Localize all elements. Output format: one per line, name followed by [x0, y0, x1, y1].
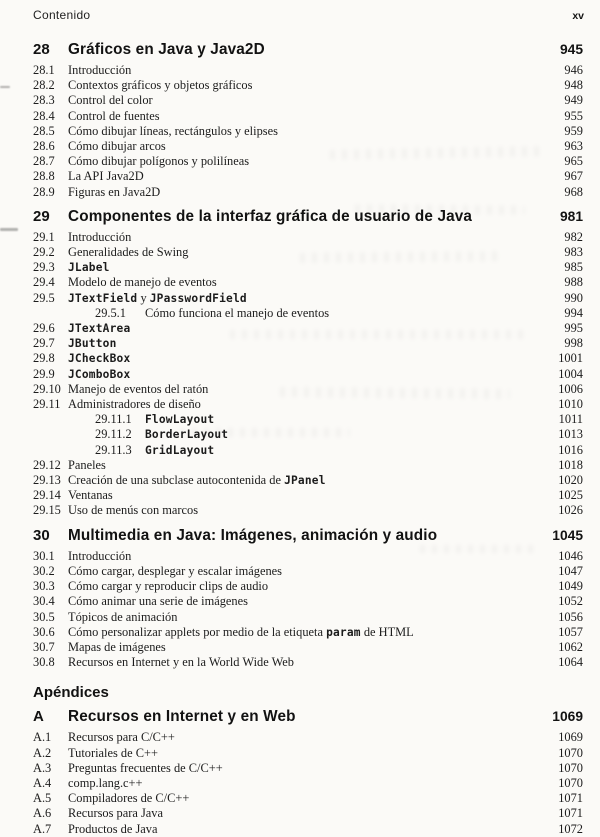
page-ref: 1004: [558, 366, 583, 381]
section-title-text: Ventanas: [68, 488, 113, 503]
section-title-text: Paneles: [68, 457, 106, 472]
section-title: [68, 336, 564, 351]
section-title: [145, 427, 558, 442]
section-title: [68, 260, 564, 275]
toc-entry-row: [0, 776, 600, 791]
page-ref: 946: [564, 63, 583, 77]
section-title-text: Cómo cargar y reproducir clips de audio: [68, 579, 269, 594]
toc-entry-row: [0, 275, 600, 290]
section-title: [68, 655, 558, 670]
toc-entry-row: [0, 473, 600, 488]
page-ref: 1056: [558, 609, 583, 624]
section-number: 29.15: [33, 503, 61, 518]
section-title-text: Preguntas frecuentes de C/C++: [68, 760, 223, 775]
chapter-number: 28: [33, 41, 50, 58]
section-number: 29.11.3: [95, 442, 132, 457]
toc-entry-row: [0, 427, 600, 442]
toc-entry-row: [0, 109, 600, 124]
section-title: [68, 63, 564, 78]
section-title-text: La API Java2D: [68, 169, 144, 184]
section-title: [68, 549, 558, 564]
section-title: [68, 139, 564, 154]
section-title: [68, 640, 558, 655]
page-ref: 955: [564, 108, 583, 123]
section-title-text: Recursos en Internet y en la World Wide Web: [68, 655, 294, 670]
section-title-text: Uso de menús con marcos: [68, 503, 199, 518]
section-title-text: Productos de Java: [68, 821, 158, 836]
chapter-page-ref: 945: [559, 42, 583, 57]
running-header-title: Contenido: [33, 8, 91, 22]
section-title-text: Compiladores de C/C++: [68, 791, 190, 806]
page-ref: 988: [564, 275, 583, 290]
code-token: BorderLayout: [145, 428, 229, 442]
page-ref: 1070: [558, 760, 583, 775]
section-number: 30.7: [33, 639, 55, 654]
section-title: [145, 443, 558, 458]
toc-entry-row: [0, 124, 600, 139]
page-ref: 1070: [558, 775, 583, 790]
section-title: [68, 275, 564, 290]
section-number: 28.7: [33, 154, 55, 169]
page-ref: 1001: [558, 351, 583, 366]
toc-entry-row: [0, 579, 600, 594]
section-title-text: Cómo animar una serie de imágenes: [68, 594, 248, 609]
page-ref: 1072: [558, 821, 583, 836]
page-ref: 968: [564, 184, 583, 199]
toc-entry-row: [0, 291, 600, 306]
section-number: 29.9: [33, 366, 55, 381]
page-ref: 1011: [558, 412, 583, 427]
page-ref: 1070: [558, 745, 583, 760]
section-title-text: Cómo dibujar arcos: [68, 139, 166, 154]
page-ref: 1018: [558, 457, 583, 472]
section-title: [68, 245, 564, 260]
page-ref: 1013: [558, 427, 583, 442]
section-title: [68, 351, 558, 366]
section-title-text: y: [137, 290, 150, 305]
toc-entry-row: [0, 351, 600, 366]
section-title-text: Administradores de diseño: [68, 397, 201, 412]
section-number: 28.6: [33, 139, 55, 154]
section-title-text: Creación de una subclase autocontenida de: [68, 473, 285, 488]
chapter-title: Multimedia en Java: Imágenes, animación y audio: [68, 526, 438, 544]
page-ref: 949: [564, 93, 583, 108]
section-number: A.4: [33, 775, 52, 790]
section-number: A.7: [33, 821, 52, 836]
page-ref: 1020: [558, 473, 583, 488]
section-title: [68, 291, 564, 306]
page-ref: 1010: [558, 397, 583, 412]
toc-entry-row: [0, 640, 600, 655]
section-title-text: Manejo de eventos del ratón: [68, 381, 209, 396]
toc-entry-row: [0, 488, 600, 503]
section-number: 30.2: [33, 563, 55, 578]
section-title-text: Recursos para Java: [68, 806, 163, 821]
toc-entry-row: [0, 564, 600, 579]
toc-entry-row: [0, 503, 600, 518]
code-token: JTextArea: [68, 322, 131, 336]
code-token: JPanel: [284, 474, 326, 488]
chapter-title: Recursos en Internet y en Web: [68, 708, 296, 726]
section-number: 29.5: [33, 290, 55, 305]
section-number: 29.5.1: [95, 305, 126, 320]
section-number: 29.14: [33, 488, 61, 503]
appendix-chapter-list: [0, 708, 600, 836]
toc-entry-row: [0, 625, 600, 640]
section-title: [68, 791, 558, 806]
section-title: [68, 185, 564, 200]
toc-entry-row: [0, 63, 600, 78]
section-title: [68, 473, 558, 488]
section-title: [68, 761, 558, 776]
section-number: 29.8: [33, 351, 55, 366]
section-title: [68, 594, 558, 609]
chapter-page-ref: 1069: [552, 709, 583, 725]
code-token: JLabel: [68, 261, 110, 275]
section-title: [68, 169, 564, 184]
section-title: [68, 78, 564, 93]
toc-entry-row: [0, 185, 600, 200]
chapter-page-ref: 981: [559, 208, 583, 224]
section-title-text: Mapas de imágenes: [68, 639, 166, 654]
section-title: [68, 367, 558, 382]
code-token: JCheckBox: [68, 352, 131, 366]
page-ref: 1046: [558, 548, 583, 563]
toc-entry-row: [0, 397, 600, 412]
toc-entry-row: [0, 367, 600, 382]
section-title: [68, 321, 564, 336]
toc-entry-row: [0, 139, 600, 154]
section-number: 28.1: [33, 63, 55, 77]
section-title-text: Introducción: [68, 229, 132, 244]
toc-entry-row: [0, 594, 600, 609]
section-number: A.6: [33, 806, 52, 821]
page-ref: 1025: [558, 488, 583, 503]
page-ref: 963: [564, 139, 583, 154]
toc-entry-row: [0, 443, 600, 458]
section-title: [68, 776, 558, 791]
section-title-text: de HTML: [360, 624, 414, 639]
section-title: [68, 610, 558, 625]
code-token: JTextField: [68, 291, 138, 305]
page-ref: 1071: [558, 806, 583, 821]
toc-entry-row: [0, 336, 600, 351]
section-title-text: Cómo funciona el manejo de eventos: [145, 305, 330, 320]
section-number: A.5: [33, 791, 52, 806]
section-number: 29.13: [33, 473, 61, 488]
chapter-title: Gráficos en Java y Java2D: [68, 41, 265, 58]
page-ref: 1057: [558, 624, 583, 639]
section-number: 30.1: [33, 548, 55, 563]
section-number: 29.10: [33, 381, 61, 396]
section-title-text: Control del color: [68, 93, 153, 108]
section-title-text: Cómo dibujar líneas, rectángulos y elipses: [68, 123, 278, 138]
section-title: [68, 730, 558, 745]
toc-entry-row: [0, 321, 600, 336]
toc-entry-row: [0, 245, 600, 260]
section-title: [68, 579, 558, 594]
page-ref: 1069: [558, 730, 583, 745]
code-token: JButton: [68, 337, 117, 351]
section-title: [68, 458, 558, 473]
section-number: 29.11.2: [95, 427, 132, 442]
code-token: param: [326, 625, 361, 639]
section-title: [68, 503, 558, 518]
section-title: [68, 564, 558, 579]
chapter-number: 29: [33, 207, 50, 225]
section-number: 28.8: [33, 169, 55, 184]
chapter-heading: [0, 41, 600, 58]
toc-entry-row: [0, 382, 600, 397]
section-title-text: Tópicos de animación: [68, 609, 178, 624]
section-title: [68, 124, 564, 139]
section-number: 29.1: [33, 229, 55, 244]
section-title-text: Tutoriales de C++: [68, 745, 158, 760]
toc-entry-row: [0, 549, 600, 564]
page-ref: 1071: [558, 791, 583, 806]
code-token: JPasswordField: [149, 291, 247, 305]
section-number: 30.8: [33, 655, 55, 670]
toc-entry-row: [0, 230, 600, 245]
page-ref: 959: [564, 123, 583, 138]
page-ref: 998: [564, 336, 583, 351]
page-ref: 990: [564, 290, 583, 305]
section-title-text: comp.lang.c++: [68, 775, 143, 790]
section-number: 30.4: [33, 594, 55, 609]
page-ref: 1062: [558, 639, 583, 654]
page-ref: 985: [564, 260, 583, 275]
toc-entry-row: [0, 458, 600, 473]
page-ref: 1052: [558, 594, 583, 609]
toc-entry-row: [0, 306, 600, 321]
section-number: 29.12: [33, 457, 61, 472]
chapter-title: Componentes de la interfaz gráfica de usuario de Java: [68, 207, 473, 225]
toc-entry-row: [0, 791, 600, 806]
section-number: A.1: [33, 730, 52, 745]
section-title: [68, 109, 564, 124]
section-title-text: Contextos gráficos y objetos gráficos: [68, 78, 253, 93]
toc-entry-row: [0, 78, 600, 93]
section-title-text: Introducción: [68, 548, 132, 563]
page-ref: 995: [564, 321, 583, 336]
chapter-number: 30: [33, 526, 50, 544]
section-title-text: Cómo personalizar applets por medio de la etiqueta: [68, 624, 327, 639]
page-ref: 1006: [558, 381, 583, 396]
toc-entry-row: [0, 412, 600, 427]
chapter-heading: [0, 708, 600, 725]
section-title: [68, 93, 564, 108]
section-number: 29.4: [33, 275, 55, 290]
section-title-text: Figuras en Java2D: [68, 184, 161, 199]
code-token: JComboBox: [68, 367, 131, 381]
folio-page-number: xv: [572, 10, 584, 22]
running-header: [33, 8, 584, 22]
code-token: GridLayout: [145, 443, 215, 457]
toc-entry-row: [0, 169, 600, 184]
toc-entry-row: [0, 730, 600, 745]
section-number: 28.2: [33, 78, 55, 93]
page-ref: 982: [564, 229, 583, 244]
section-title: [145, 306, 564, 321]
toc-entry-row: [0, 761, 600, 776]
section-number: 28.4: [33, 108, 55, 123]
section-title-text: Cómo dibujar polígonos y polilíneas: [68, 154, 250, 169]
section-title: [68, 382, 558, 397]
section-title-text: Control de fuentes: [68, 108, 160, 123]
section-number: 29.7: [33, 336, 55, 351]
toc-entry-row: [0, 655, 600, 670]
section-title-text: Recursos para C/C++: [68, 730, 175, 745]
section-number: A.2: [33, 745, 52, 760]
page-ref: 1016: [558, 442, 583, 457]
page-ref: 967: [564, 169, 583, 184]
toc-entry-row: [0, 746, 600, 761]
section-title: [68, 230, 564, 245]
toc-entry-row: [0, 93, 600, 108]
toc-entry-row: [0, 822, 600, 837]
chapter-heading: [0, 208, 600, 225]
section-number: 28.3: [33, 93, 55, 108]
page-ref: 1064: [558, 655, 583, 670]
page-ref: 1026: [558, 503, 583, 518]
section-number: 29.11.1: [95, 412, 132, 427]
chapter-page-ref: 1045: [552, 527, 583, 543]
section-number: 28.5: [33, 123, 55, 138]
section-title: [68, 625, 558, 640]
code-token: FlowLayout: [145, 413, 215, 427]
section-title: [68, 806, 558, 821]
page-ref: 1049: [558, 579, 583, 594]
toc-entry-row: [0, 260, 600, 275]
section-number: 29.3: [33, 260, 55, 275]
page-ref: 983: [564, 245, 583, 260]
section-title: [68, 746, 558, 761]
page-ref: 948: [564, 78, 583, 93]
section-number: 29.11: [33, 397, 61, 412]
section-number: 30.5: [33, 609, 55, 624]
chapter-number: A: [33, 708, 44, 726]
section-title: [68, 822, 558, 837]
section-title: [68, 154, 564, 169]
toc-entry-row: [0, 806, 600, 821]
section-title: [145, 412, 559, 427]
toc-entry-row: [0, 610, 600, 625]
toc-entry-row: [0, 154, 600, 169]
section-title: [68, 488, 558, 503]
appendices-heading: Apéndices: [33, 684, 109, 702]
chapter-list: [0, 41, 600, 670]
page-ref: 965: [564, 154, 583, 169]
section-title: [68, 397, 558, 412]
chapter-heading: [0, 527, 600, 544]
section-number: A.3: [33, 760, 52, 775]
section-title-text: Modelo de manejo de eventos: [68, 275, 217, 290]
section-number: 30.3: [33, 579, 55, 594]
toc-content: [0, 41, 600, 837]
section-title-text: Cómo cargar, desplegar y escalar imágenes: [68, 563, 282, 578]
section-number: 29.6: [33, 321, 55, 336]
section-number: 28.9: [33, 184, 55, 199]
page-ref: 1047: [558, 563, 583, 578]
section-number: 30.6: [33, 624, 55, 639]
section-title-text: Generalidades de Swing: [68, 245, 189, 260]
section-number: 29.2: [33, 245, 55, 260]
section-title-text: Introducción: [68, 63, 132, 77]
page-ref: 994: [564, 305, 583, 320]
